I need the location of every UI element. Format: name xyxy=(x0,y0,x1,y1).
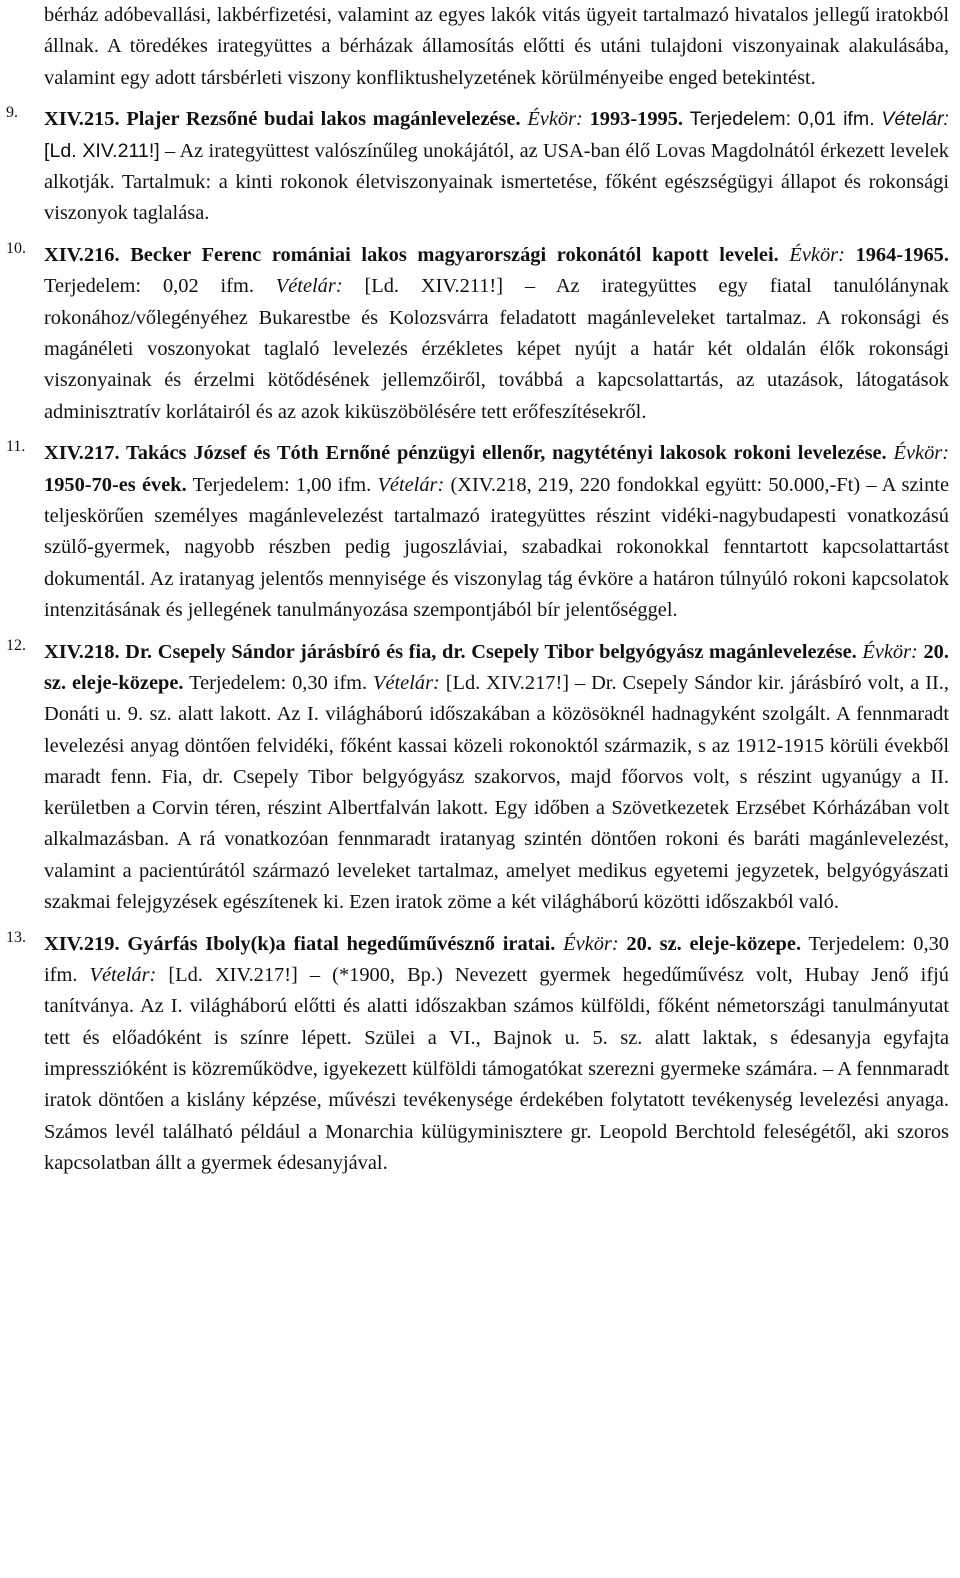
entry-evkor: 20. sz. eleje-közepe. xyxy=(44,640,949,694)
entry-number: 9. xyxy=(6,104,18,122)
terjedelem-label: Terjedelem: xyxy=(44,275,142,298)
entry-evkor: 1993-1995. xyxy=(589,108,684,131)
vetelar-label: Vételár: xyxy=(89,964,157,987)
vetelar-label: Vételár: xyxy=(373,671,440,694)
catalog-entry: 9. XIV.215. Plajer Rezsőné budai lakos magánlevelezése. Évkör: 1993-1995. Terjedelem: 0,01 ifm. Vételár: [Ld. XIV.211!] – Az irategyüttest valószínűleg unokájától, az USA-ban élő Lovas Magdolnától érkezett levelek alkotják. Tartalmuk: a kinti rokonok életviszonyainak ismertetése, főként egészségügyi állapot és rokonsági viszonyok taglalása. xyxy=(6,104,950,225)
entry-evkor: 1950-70-es évek. xyxy=(44,473,187,496)
entry-evkor: 1964-1965. xyxy=(855,244,949,267)
entry-code: XIV.217. xyxy=(44,442,120,465)
entry-description: Az irategyüttes egy fiatal tanulólánynak rokonához/vőlegényéhez Bukarestbe és Kolozsvárra feladatott magánleveleket tartalmaz. A rokonsági és magánéleti voszonyokat taglaló levelezés érzékletes képet nyújt a határ két oldalán élők rokonsági viszonyainak és érzelmi kötődésének jellemzőiről, továbbá a kapcsolattartás, az utazások, látogatások adminisztratív korlátairól és az azok kiküszöbölésére tett erőfeszítésekről. xyxy=(44,275,950,423)
entry-terjedelem: 1,00 ifm. xyxy=(295,473,372,496)
entry-title: Plajer Rezsőné budai lakos magánlevelezése. xyxy=(126,108,521,131)
entry-title: Gyárfás Iboly(k)a fiatal hegedűművésznő iratai. xyxy=(127,932,556,955)
evkor-label: Évkör: xyxy=(862,640,918,663)
terjedelem-label: Terjedelem: xyxy=(189,671,287,694)
entry-vetelar: (XIV.218, 219, 220 fondokkal együtt: 50.000,-Ft) xyxy=(450,473,861,496)
evkor-label: Évkör: xyxy=(563,932,619,955)
catalog-entry: 12. XIV.218. Dr. Csepely Sándor járásbíró és fia, dr. Csepely Tibor belgyógyász magánlevelezése. Évkör: 20. sz. eleje-közepe. Terjedelem: 0,30 ifm. Vételár: [Ld. XIV.217!] – Dr. Csepely Sándor kir. járásbíró volt, a II., Donáti u. 9. sz. alatt lakott. Az I. világháború időszakában a közösöknél hadnagyként szolgált. A fennmaradt levelezési anyag döntően felvidéki, főként kassai közeli rokonoktól származik, s az 1912-1915 körüli évekből maradt fenn. Fia, dr. Csepely Tibor belgyógyász szakorvos, majd főorvos volt, s részint ugyanúgy a II. kerületben a Corvin téren, részint Albertfalván lakott. Egy időben a Szövetkezetek Erzsébet Kórházában volt alkalmazásban. A rá vonatkozóan fennmaradt iratanyag szintén döntően rokoni és baráti magánlevelezést, valamint a pacientúrától származó leveleket tartalmaz, amelyet medikus egyetemi jegyzetek, belgyógyászati szakmai felejgyzések egészítenek ki. Ezen iratok zöme a két világháború közötti időszakból való. xyxy=(6,636,949,914)
evkor-label: Évkör: xyxy=(789,244,845,267)
entry-code: XIV.219. xyxy=(44,932,120,955)
entry-description: (*1900, Bp.) Nevezett gyermek hegedűművész volt, Hubay Jenő ifjú tanítványa. Az I. világháború előtti és alatti időszakban számos külföldi, főként németországi tanulmányutat tett és előadóként is színre lépett. Szülei a VI., Bajnok u. 5. sz. alatt laktak, s édesanyja egyfajta impresszióként is közreműködve, igyekezett külföldi támogatókat szerezni gyermeke számára. – A fennmaradt iratok döntően a kislány képzése, művészi tevékenysége érdekében folytatott tevékenység levelezési anyaga. Számos levél található például a Monarchia külügyminisztere gr. Leopold Berchtold feleségétől, aki szoros kapcsolatban állt a gyermek édesanyjával. xyxy=(44,964,949,1174)
entry-vetelar: [Ld. XIV.211!] xyxy=(44,139,160,162)
entry-vetelar: [Ld. XIV.217!] xyxy=(168,964,298,987)
evkor-label: Évkör: xyxy=(893,442,949,465)
entry-vetelar: [Ld. XIV.211!] xyxy=(364,275,504,298)
entry-terjedelem: 0,01 ifm. xyxy=(797,108,875,131)
entry-description: Az irategyüttest valószínűleg unokájától, az USA-ban élő Lovas Magdolnától érkezett levelek alkotják. Tartalmuk: a kinti rokonok életviszonyainak ismertetése, főként egészségügyi állapot és rokonsági viszonyok taglalása. xyxy=(44,139,950,225)
entry-code: XIV.215. xyxy=(44,108,120,131)
entry-number: 13. xyxy=(6,928,26,946)
entry-number: 11. xyxy=(6,438,26,456)
terjedelem-label: Terjedelem: xyxy=(192,473,290,496)
entry-title: Takács József és Tóth Ernőné pénzügyi ellenőr, nagytétényi lakosok rokoni levelezése. xyxy=(126,442,887,465)
catalog-entry: 11. XIV.217. Takács József és Tóth Ernőné pénzügyi ellenőr, nagytétényi lakosok rokoni levelezése. Évkör: 1950-70-es évek. Terjedelem: 1,00 ifm. Vételár: (XIV.218, 219, 220 fondokkal együtt: 50.000,-Ft) – A szinte teljeskörűen személyes magánlevelezést tartalmazó irategyüttes részint vidéki-nagybudapesti vonatkozású szülő-gyermek, nagyobb részben pedig jugoszláviai, szabadkai rokonokkal fenntartott kapcsolattartást dokumentál. Az iratanyag jelentős mennyisége és viszonylag tág évköre a határon túlnyúló rokoni kapcsolatok intenzitásának és jellegének tanulmányozása szempontjából bír jelentőséggel. xyxy=(6,438,950,621)
vetelar-label: Vételár: xyxy=(881,108,949,131)
evkor-label: Évkör: xyxy=(527,108,583,131)
entry-terjedelem: 0,30 ifm. xyxy=(292,671,368,694)
vetelar-label: Vételár: xyxy=(377,473,445,496)
terjedelem-label: Terjedelem: xyxy=(808,932,906,955)
vetelar-label: Vételár: xyxy=(275,275,343,298)
entry-number: 12. xyxy=(6,636,26,654)
catalog-entry: 13. XIV.219. Gyárfás Iboly(k)a fiatal hegedűművésznő iratai. Évkör: 20. sz. eleje-közepe. Terjedelem: 0,30 ifm. Vételár: [Ld. XIV.217!] – (*1900, Bp.) Nevezett gyermek hegedűművész volt, Hubay Jenő ifjú tanítványa. Az I. világháború előtti és alatti időszakban számos külföldi, főként németországi tanulmányutat tett és előadóként is színre lépett. Szülei a VI., Bajnok u. 5. sz. alatt laktak, s édesanyja egyfajta impresszióként is közreműködve, igyekezett külföldi támogatókat szerezni gyermeke számára. – A fennmaradt iratok döntően a kislány képzése, művészi tevékenysége érdekében folytatott tevékenység levelezési anyaga. Számos levél található például a Monarchia külügyminisztere gr. Leopold Berchtold feleségétől, aki szoros kapcsolatban állt a gyermek édesanyjával. xyxy=(6,928,949,1174)
catalog-entry: 10. XIV.216. Becker Ferenc romániai lakos magyarországi rokonától kapott levelei. Évkör: 1964-1965. Terjedelem: 0,02 ifm. Vételár: [Ld. XIV.211!] – Az irategyüttes egy fiatal tanulólánynak rokonához/vőlegényéhez Bukarestbe és Kolozsvárra feladatott magánleveleket tartalmaz. A rokonsági és magánéleti voszonyokat taglaló levelezés érzékletes képet nyújt a határ két oldalán élők rokonsági viszonyainak és érzelmi kötődésének jellemzőiről, továbbá a kapcsolattartás, az utazások, látogatások adminisztratív korlátairól és az azok kiküszöbölésére tett erőfeszítésekről. xyxy=(6,240,950,423)
entry-evkor: 20. sz. eleje-közepe. xyxy=(626,932,802,955)
entry-code: XIV.218. xyxy=(44,640,120,663)
entry-terjedelem: 0,02 ifm. xyxy=(162,275,254,298)
terjedelem-label: Terjedelem: xyxy=(689,108,792,131)
entry-number: 10. xyxy=(6,240,26,258)
entry-code: XIV.216. xyxy=(44,244,120,267)
entry-title: Becker Ferenc romániai lakos magyarországi rokonától kapott levelei. xyxy=(130,244,779,267)
entry-description: A szinte teljeskörűen személyes magánlevelezést tartalmazó irategyüttes részint vidéki-nagybudapesti vonatkozású szülő-gyermek, nagyobb részben pedig jugoszláviai, szabadkai rokonokkal fenntartott kapcsolattartást dokumentál. Az iratanyag jelentős mennyisége és viszonylag tág évköre a határon túlnyúló rokoni kapcsolatok intenzitásának és jellegének tanulmányozása szempontjából bír jelentőséggel. xyxy=(44,473,950,621)
intro-paragraph: bérház adóbevallási, lakbérfizetési, valamint az egyes lakók vitás ügyeit tartalmazó hivatalos jellegű iratokból állnak. A töredékes irategyüttes a bérházak államosítás előtti és utáni tulajdoni viszonyainak alakulásába, valamint egy adott társbérleti viszony konfliktushelyzetének körülményeibe enged betekintést. xyxy=(44,4,949,89)
entry-title: Dr. Csepely Sándor járásbíró és fia, dr. Csepely Tibor belgyógyász magánlevelezése. xyxy=(125,640,857,663)
entry-description: Dr. Csepely Sándor kir. járásbíró volt, a II., Donáti u. 9. sz. alatt lakott. Az I. világháború időszakában a közösöknél hadnagyként szolgált. A fennmaradt levelezési anyag döntően felvidéki, főként kassai közeli rokonoktól származik, s az 1912-1915 körüli évekből maradt fenn. Fia, dr. Csepely Tibor belgyógyász szakorvos, majd főorvos volt, s részint ugyanúgy a II. kerületben a Corvin téren, részint Albertfalván lakott. Egy időben a Szövetkezetek Erzsébet Kórházában volt alkalmazásban. A rá vonatkozóan fennmaradt iratanyag szintén döntően rokoni és baráti magánlevelezést, valamint a pacientúrától származó leveleket tartalmaz, amelyet medikus egyetemi jegyzetek, belgyógyászati szakmai felejgyzések egészítenek ki. Ezen iratok zöme a két világháború közötti időszakból való. xyxy=(44,671,949,914)
entry-vetelar: [Ld. XIV.217!] xyxy=(445,671,570,694)
entry-terjedelem: 0,30 ifm. xyxy=(44,932,949,987)
